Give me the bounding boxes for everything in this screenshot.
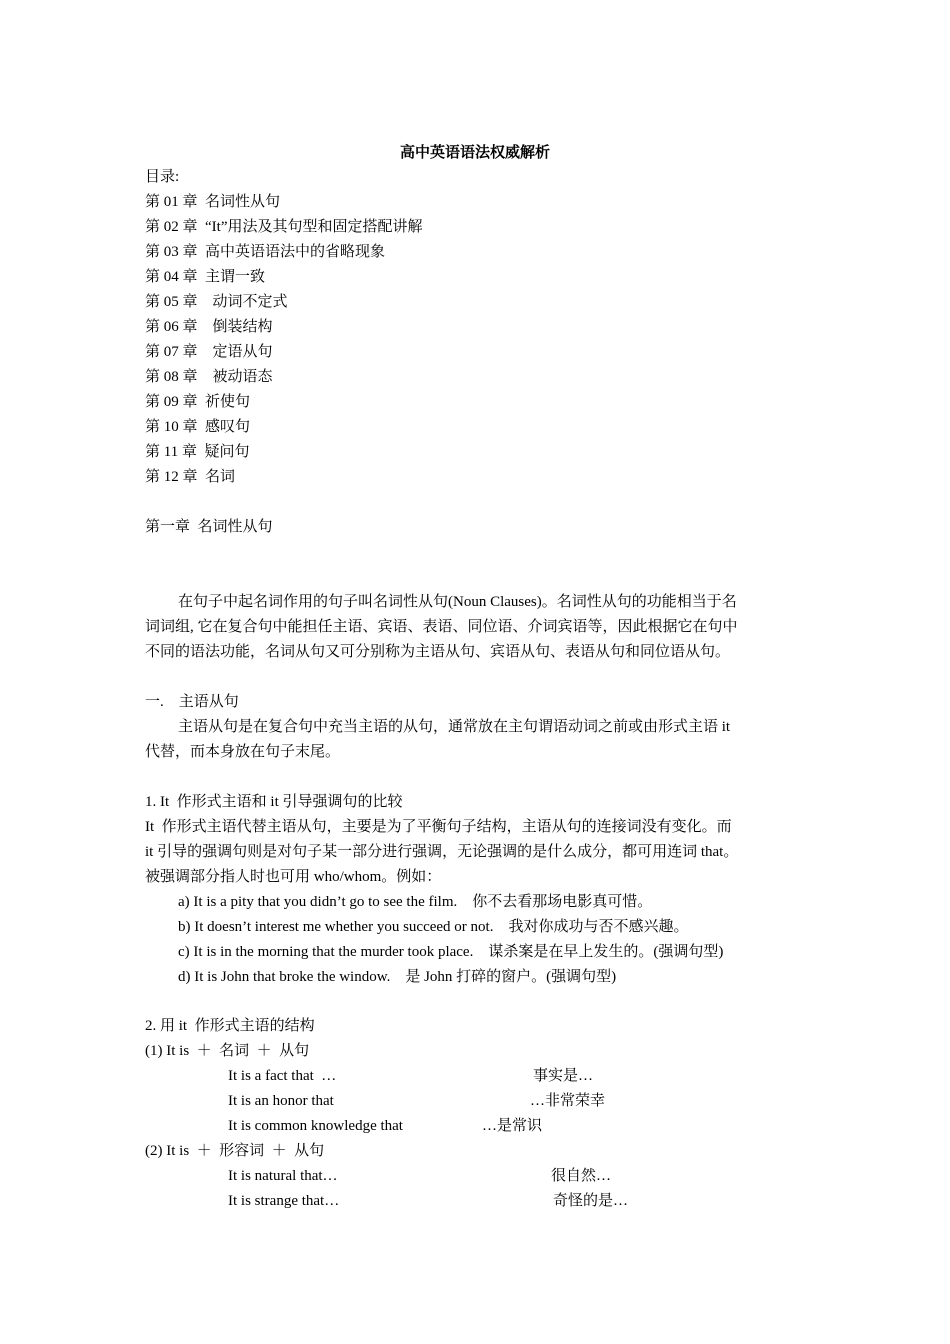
structure-phrase: It is common knowledge that (228, 1118, 403, 1134)
toc-item: 第 01 章 名词性从句 (145, 194, 281, 210)
toc-item: 第 10 章 感叹句 (145, 419, 251, 435)
intro-line: 词词组, 它在复合句中能担任主语、宾语、表语、同位语、介词宾语等，因此根据它在句中 (145, 619, 738, 635)
toc-item: 第 05 章 动词不定式 (145, 294, 288, 310)
toc-item: 第 06 章 倒装结构 (145, 319, 273, 335)
example-sentence: c) It is in the morning that the murder took place. 谋杀案是在早上发生的。(强调句型) (178, 944, 724, 960)
chapter-heading: 第一章 名词性从句 (145, 519, 273, 535)
structure-phrase: It is natural that… (228, 1168, 338, 1184)
document-title: 高中英语语法权威解析 (399, 145, 550, 161)
structure-heading: (1) It is ＋ 名词 ＋ 从句 (145, 1043, 310, 1059)
structure-heading: (2) It is ＋ 形容词 ＋ 从句 (145, 1143, 325, 1159)
toc-item: 第 03 章 高中英语语法中的省略现象 (145, 244, 386, 260)
intro-line: 不同的语法功能，名词从句又可分别称为主语从句、宾语从句、表语从句和同位语从句。 (145, 644, 731, 660)
toc-item: 第 09 章 祈使句 (145, 394, 251, 410)
section-text: 主语从句是在复合句中充当主语的从句，通常放在主句谓语动词之前或由形式主语 it (178, 719, 731, 735)
toc-item: 第 02 章 “It”用法及其句型和固定搭配讲解 (145, 219, 423, 235)
example-sentence: d) It is John that broke the window. 是 John 打碎的窗户。(强调句型) (178, 969, 617, 985)
structure-phrase: It is a fact that … (228, 1068, 337, 1084)
intro-line: 在句子中起名词作用的句子叫名词性从句(Noun Clauses)。名词性从句的功能相当于名 (178, 594, 737, 610)
subsection-heading: 1. It 作形式主语和 it 引导强调句的比较 (145, 794, 403, 810)
structure-phrase: It is strange that… (228, 1193, 340, 1209)
structure-meaning: …是常识 (482, 1118, 543, 1134)
toc-heading: 目录: (145, 169, 180, 185)
subsection-text: 被强调部分指人时也可用 who/whom。例如： (145, 869, 442, 885)
section-heading: 一. 主语从句 (145, 694, 239, 710)
toc-item: 第 07 章 定语从句 (145, 344, 273, 360)
example-sentence: b) It doesn’t interest me whether you succeed or not. 我对你成功与否不感兴趣。 (178, 919, 689, 935)
toc-item: 第 08 章 被动语态 (145, 369, 273, 385)
toc-item: 第 12 章 名词 (145, 469, 236, 485)
structure-meaning: 奇怪的是… (553, 1193, 629, 1209)
structure-phrase: It is an honor that (228, 1093, 334, 1109)
toc-item: 第 04 章 主谓一致 (145, 269, 266, 285)
subsection-heading: 2. 用 it 作形式主语的结构 (145, 1018, 315, 1034)
structure-meaning: …非常荣幸 (530, 1093, 606, 1109)
subsection-text: It 作形式主语代替主语从句，主要是为了平衡句子结构，主语从句的连接词没有变化。而 (145, 819, 732, 835)
section-text: 代替，而本身放在句子末尾。 (145, 744, 341, 760)
structure-meaning: 很自然… (551, 1168, 612, 1184)
example-sentence: a) It is a pity that you didn’t go to see the film. 你不去看那场电影真可惜。 (178, 894, 653, 910)
subsection-text: it 引导的强调句则是对句子某一部分进行强调，无论强调的是什么成分，都可用连词 that。 (145, 844, 739, 860)
toc-item: 第 11 章 疑问句 (145, 444, 250, 460)
structure-meaning: 事实是… (533, 1068, 594, 1084)
